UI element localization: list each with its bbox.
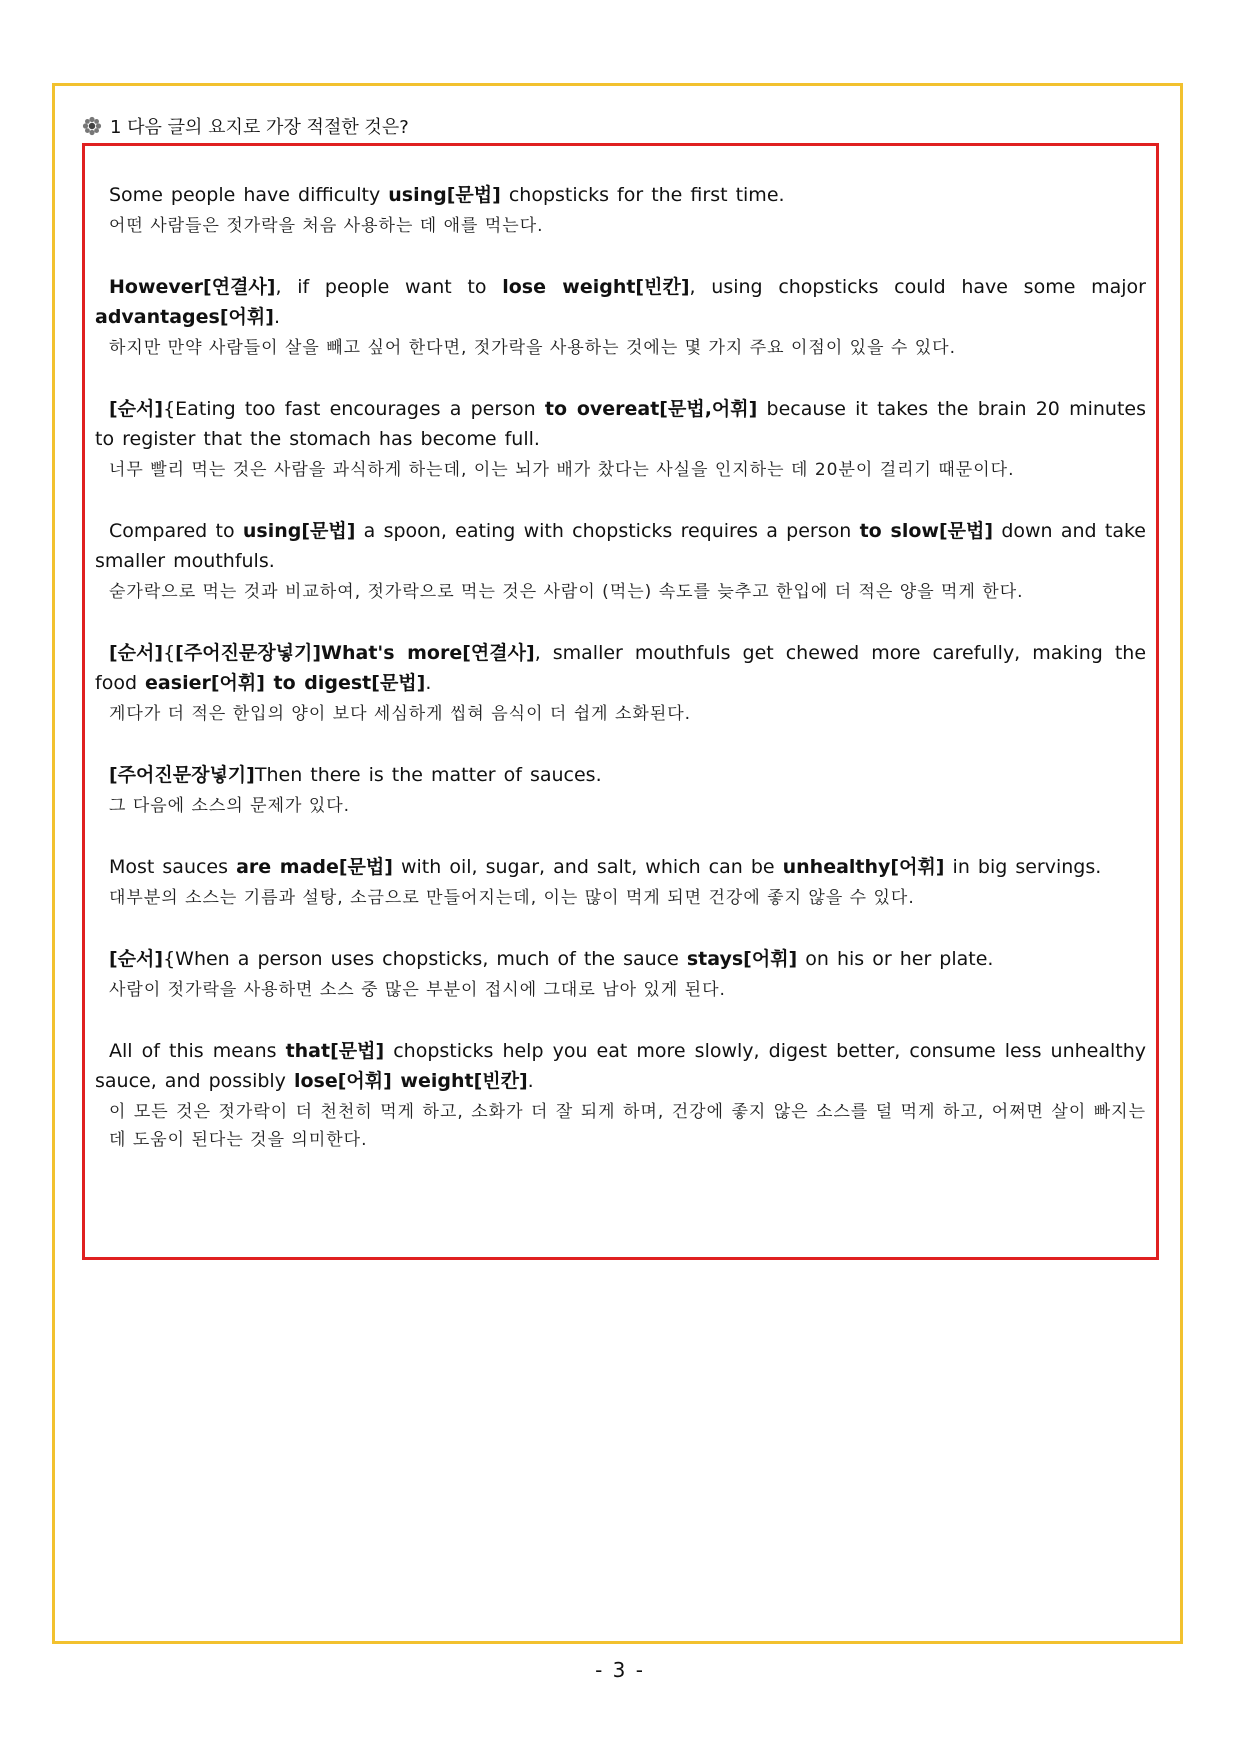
sentence-text: with oil, sugar, and salt, which can be <box>392 856 783 878</box>
sentence-text: a spoon, eating with chopsticks requires a person <box>355 520 860 542</box>
passage-box <box>82 143 1159 1260</box>
annotated-phrase: that[문법] <box>285 1040 385 1062</box>
english-sentence <box>95 180 1146 210</box>
annotated-phrase: However[연결사] <box>109 276 276 298</box>
english-sentence <box>95 760 1146 790</box>
sentence-text: down and take smaller mouthfuls. <box>95 520 1146 572</box>
annotated-phrase: lose[어휘] weight[빈칸] <box>293 1070 528 1092</box>
sentence-text: Compared to <box>109 520 243 542</box>
annotated-phrase: unhealthy[어휘] <box>782 856 945 878</box>
sentence-text: because it takes the brain 20 minutes to register that the stomach has become full. <box>95 398 1146 450</box>
sentence-text: . <box>527 1070 534 1092</box>
question-header <box>82 113 409 139</box>
korean-translation: 숟가락으로 먹는 것과 비교하여, 젓가락으로 먹는 것은 사람이 (먹는) 속도를 늦추고 한입에 더 적은 양을 먹게 한다. <box>109 582 1024 602</box>
sentence-text: , if people want to <box>275 276 503 298</box>
english-sentence <box>95 1036 1146 1096</box>
annotated-phrase: to slow[문법] <box>859 520 994 542</box>
korean-translation: 사람이 젓가락을 사용하면 소스 중 많은 부분이 접시에 그대로 남아 있게 된다. <box>109 980 726 1000</box>
annotated-phrase: advantages[어휘] <box>95 306 274 328</box>
sentence-text: Some people have difficulty <box>109 184 389 206</box>
sentence-block <box>95 1036 1146 1154</box>
english-sentence <box>95 394 1146 454</box>
annotated-phrase: using[문법] <box>242 520 356 542</box>
sentence-text: chopsticks for the first time. <box>500 184 785 206</box>
annotated-phrase: using[문법] <box>388 184 501 206</box>
annotated-phrase: [주어진문장넣기]What's more[연결사] <box>175 642 535 664</box>
sentence-text: Most sauces <box>109 856 237 878</box>
annotated-phrase: lose weight[빈칸] <box>502 276 690 298</box>
korean-translation: 게다가 더 적은 한입의 양이 보다 세심하게 씹혀 음식이 더 쉽게 소화된다. <box>109 704 692 724</box>
sentence-text: Then there is the matter of sauces. <box>254 764 602 786</box>
korean-translation: 하지만 만약 사람들이 살을 빼고 싶어 한다면, 젓가락을 사용하는 것에는 몇 가지 주요 이점이 있을 수 있다. <box>109 338 956 358</box>
sentence-text: . <box>425 672 432 694</box>
english-sentence <box>95 516 1146 576</box>
korean-translation: 이 모든 것은 젓가락이 더 천천히 먹게 하고, 소화가 더 잘 되게 하며, 건강에 좋지 않은 소스를 덜 먹게 하고, 어쩌면 살이 빠지는 데 도움이 된다는 것을 의미한다. <box>109 1102 1146 1150</box>
korean-translation: 어떤 사람들은 젓가락을 처음 사용하는 데 애를 먹는다. <box>109 216 544 236</box>
korean-translation: 대부분의 소스는 기름과 설탕, 소금으로 만들어지는데, 이는 많이 먹게 되면 건강에 좋지 않을 수 있다. <box>109 888 915 908</box>
english-sentence <box>95 852 1146 882</box>
english-sentence <box>95 272 1146 332</box>
sentence-block <box>95 638 1146 728</box>
sentence-block <box>95 760 1146 820</box>
page-number: - 3 - <box>595 1658 645 1682</box>
sentence-text: {When a person uses chopsticks, much of the sauce <box>163 948 687 970</box>
sentence-text: . <box>273 306 280 328</box>
sentence-text: , smaller mouthfuls get chewed more carefully, making the food <box>95 642 1147 694</box>
flower-bullet-icon <box>82 116 102 136</box>
annotated-phrase: stays[어휘] <box>686 948 798 970</box>
sentence-list <box>95 180 1146 1154</box>
sentence-text: in big servings. <box>944 856 1102 878</box>
sentence-block <box>95 516 1146 606</box>
annotated-phrase: are made[문법] <box>236 856 393 878</box>
sentence-text: on his or her plate. <box>797 948 994 970</box>
sentence-text: All of this means <box>109 1040 286 1062</box>
korean-translation: 그 다음에 소스의 문제가 있다. <box>109 796 351 816</box>
annotated-phrase: [순서] <box>109 642 164 664</box>
annotated-phrase: [순서] <box>109 948 164 970</box>
annotated-phrase: to overeat[문법,어휘] <box>544 398 758 420</box>
annotated-phrase: [순서] <box>109 398 164 420</box>
sentence-block <box>95 944 1146 1004</box>
sentence-block <box>95 394 1146 484</box>
question-title: 1 다음 글의 요지로 가장 적절한 것은? <box>110 117 409 138</box>
sentence-text: , using chopsticks could have some major <box>689 276 1146 298</box>
english-sentence <box>95 944 1146 974</box>
sentence-block <box>95 852 1146 912</box>
sentence-block <box>95 272 1146 362</box>
sentence-text: {Eating too fast encourages a person <box>163 398 545 420</box>
sentence-block <box>95 180 1146 240</box>
sentence-text: { <box>163 642 176 664</box>
annotated-phrase: easier[어휘] to digest[문법] <box>145 672 426 694</box>
english-sentence <box>95 638 1146 698</box>
korean-translation: 너무 빨리 먹는 것은 사람을 과식하게 하는데, 이는 뇌가 배가 찼다는 사실을 인지하는 데 20분이 걸리기 때문이다. <box>109 460 1015 480</box>
sentence-text: chopsticks help you eat more slowly, digest better, consume less unhealthy sauce, and possibly <box>95 1040 1146 1092</box>
annotated-phrase: [주어진문장넣기] <box>109 764 255 786</box>
